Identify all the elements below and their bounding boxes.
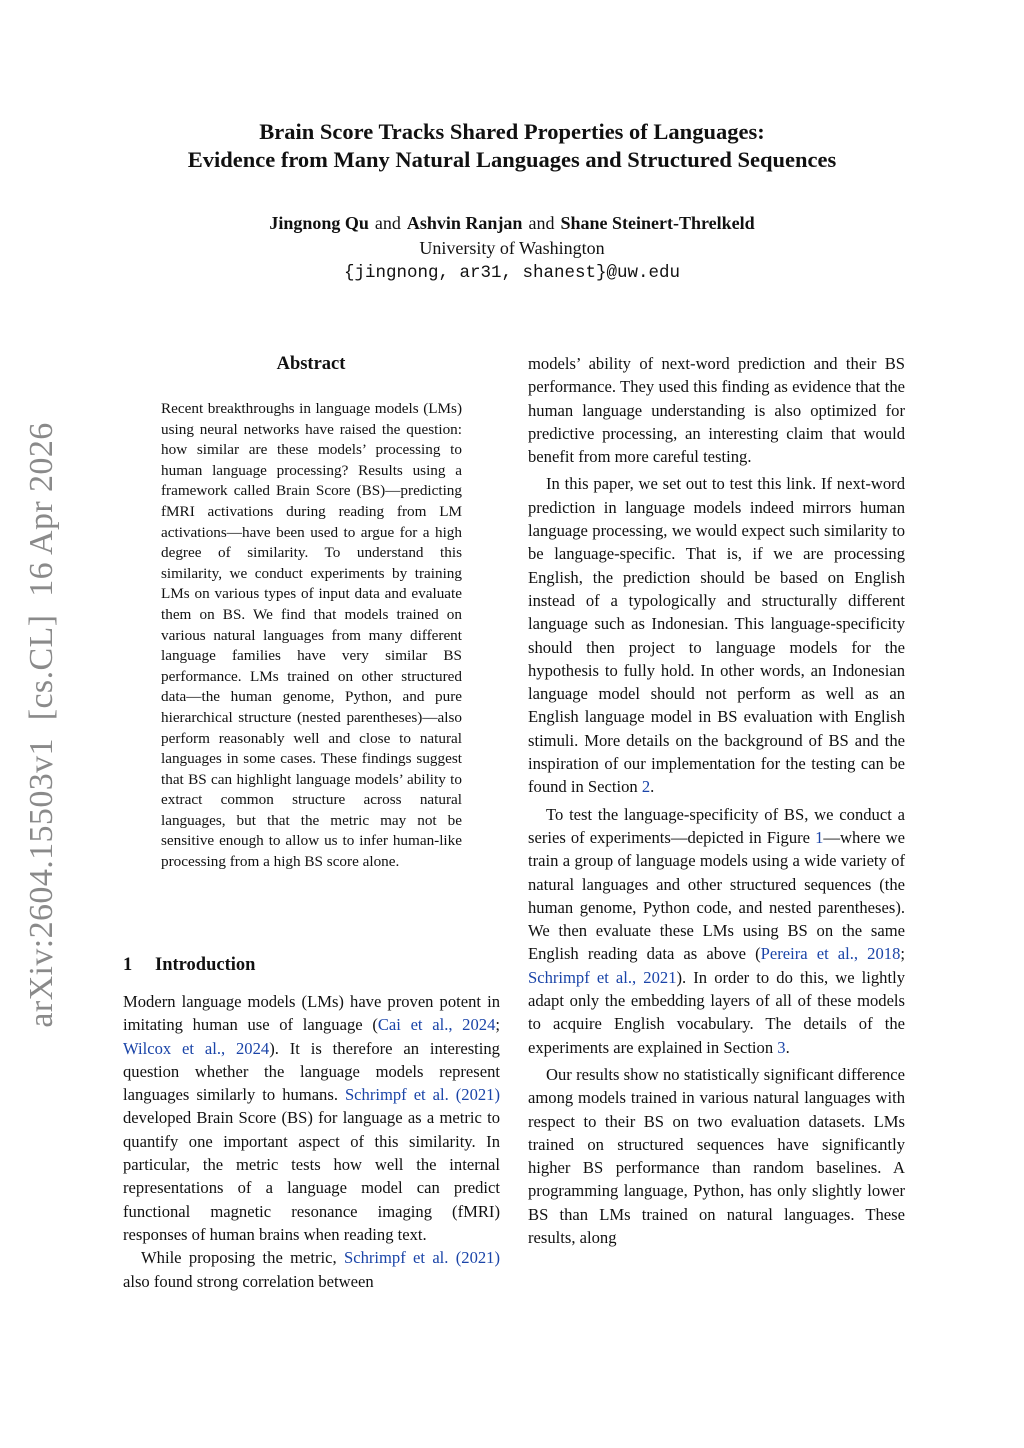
- citation-link[interactable]: Schrimpf et al. (2021): [343, 1248, 500, 1268]
- text-run: .: [650, 777, 655, 797]
- arxiv-sidebar: [14, 420, 70, 1030]
- right-paragraph-4: Our results show no statistically significant difference among models trained in various natural languages with respect to their BS on two evaluation datasets. LMs trained on structured sequences have significantly higher BS performance than random baselines. A programming language, Python, has only slightly lower BS than LMs trained on natural languages. These results, along: [528, 1064, 905, 1247]
- author-list: [0, 211, 1024, 235]
- author-2: Ashvin Ranjan: [406, 213, 523, 233]
- text-run: To test the language-specificity of BS, we conduct a series of experiments—depicted in Figure: [528, 804, 905, 847]
- section-title: Introduction: [155, 955, 256, 975]
- text-run: ). In order to do this, we lightly adapt only the embedding layers of all of these models to acquire English vocabulary. The details of the experiments are explained in Section: [528, 967, 906, 1057]
- abstract-text: Recent breakthroughs in language models (LMs) using neural networks have raised the question: how similar are these models’ processing to human language processing? Results using a framework called Brain Score (BS)—predicting fMRI activations during reading from LM activations—have been used to argue for a high degree of similarity. To understand this similarity, we conduct experiments by training LMs on various types of input data and evaluate them on BS. We find that models trained on various natural languages from many different language families have very similar BS performance. LMs trained on other structured data—the human genome, Python, and pure hierarchical structure (nested parentheses)—also perform reasonably well and close to natural languages in some cases. These findings suggest that BS can highlight language models’ ability to extract common structure across natural languages, but that the metric may not be sensitive enough to allow us to infer human-like processing from a high BS score alone.: [161, 400, 462, 871]
- abstract-heading: Abstract: [276, 354, 346, 374]
- arxiv-identifier-stamp: arXiv:2604.15503v1 [cs.CL] 16 Apr 2026: [23, 422, 60, 1028]
- introduction-body: [123, 990, 500, 1293]
- text-run: developed Brain Score (BS) for language as a metric to quantify one important aspect of this similarity. In particular, the metric tests how well the internal representations of a language model can predict functional magnetic resonance imaging (fMRI) responses of human brains when reading text.: [123, 1108, 500, 1244]
- text-run: ;: [495, 1015, 500, 1035]
- citation-link[interactable]: Schrimpf et al. (2021): [344, 1085, 500, 1105]
- author-separator: and: [374, 213, 401, 233]
- text-run: Modern language models (LMs) have proven potent in imitating human use of language (: [123, 992, 500, 1035]
- section-number: 1: [123, 955, 133, 975]
- paper-title: [0, 118, 1024, 174]
- author-1: Jingnong Qu: [269, 213, 369, 233]
- text-run: ;: [900, 944, 905, 964]
- text-run: While proposing the metric,: [141, 1248, 344, 1268]
- section-reference-link[interactable]: 2: [641, 777, 651, 797]
- intro-paragraph-1: [123, 990, 500, 1246]
- text-run: also found strong correlation between: [123, 1271, 374, 1291]
- author-separator: and: [528, 213, 555, 233]
- section-reference-link[interactable]: 3: [777, 1037, 786, 1057]
- right-paragraph-3: [528, 803, 905, 1059]
- text-run: In this paper, we set out to test this link. If next-word prediction in language models indeed mirrors human language processing, we would expect such similarity to be language-specific. That is, if we are processing English, the prediction should be based on English instead of a typologically and structurally different language such as Indonesian. This language-specificity should then project to language models for the hypothesis to fully hold. In other words, an Indonesian language model should not perform as well as an English language model in BS evaluation with English stimuli. More details on the background of BS and the inspiration of our implementation for the testing can be found in Section: [528, 474, 905, 797]
- author-emails: {jingnong, ar31, shanest}@uw.edu: [343, 263, 681, 283]
- title-line-2: Evidence from Many Natural Languages and Structured Sequences: [187, 147, 837, 172]
- section-heading-introduction: [123, 953, 255, 977]
- citation-link[interactable]: Cai et al., 2024: [377, 1015, 496, 1035]
- figure-reference-link[interactable]: 1: [815, 827, 824, 847]
- text-run: ). It is therefore an interesting question whether the language models represent languages similarly to humans.: [123, 1038, 500, 1105]
- text-run: .: [785, 1037, 790, 1057]
- affiliation: University of Washington: [419, 238, 605, 258]
- title-line-1: Brain Score Tracks Shared Properties of Languages:: [259, 119, 765, 144]
- right-column-body: [528, 352, 905, 1249]
- author-3: Shane Steinert-Threlkeld: [560, 213, 755, 233]
- citation-link[interactable]: Wilcox et al., 2024: [123, 1038, 270, 1058]
- citation-link[interactable]: Schrimpf et al., 2021: [528, 967, 677, 987]
- right-paragraph-2: [528, 472, 905, 798]
- right-paragraph-1: models’ ability of next-word prediction and their BS performance. They used this finding as evidence that the human language understanding is also optimized for predictive processing, an interesting claim that would benefit from more careful testing.: [528, 354, 905, 467]
- text-run: —where we train a group of language models using a wide variety of natural languages and other structured sequences (the human genome, Python code, and nested parentheses). We then evaluate these LMs using BS on the same English reading data as above (: [528, 827, 905, 964]
- abstract-body: [161, 399, 462, 873]
- citation-link[interactable]: Pereira et al., 2018: [760, 944, 901, 964]
- intro-paragraph-2: [123, 1246, 500, 1293]
